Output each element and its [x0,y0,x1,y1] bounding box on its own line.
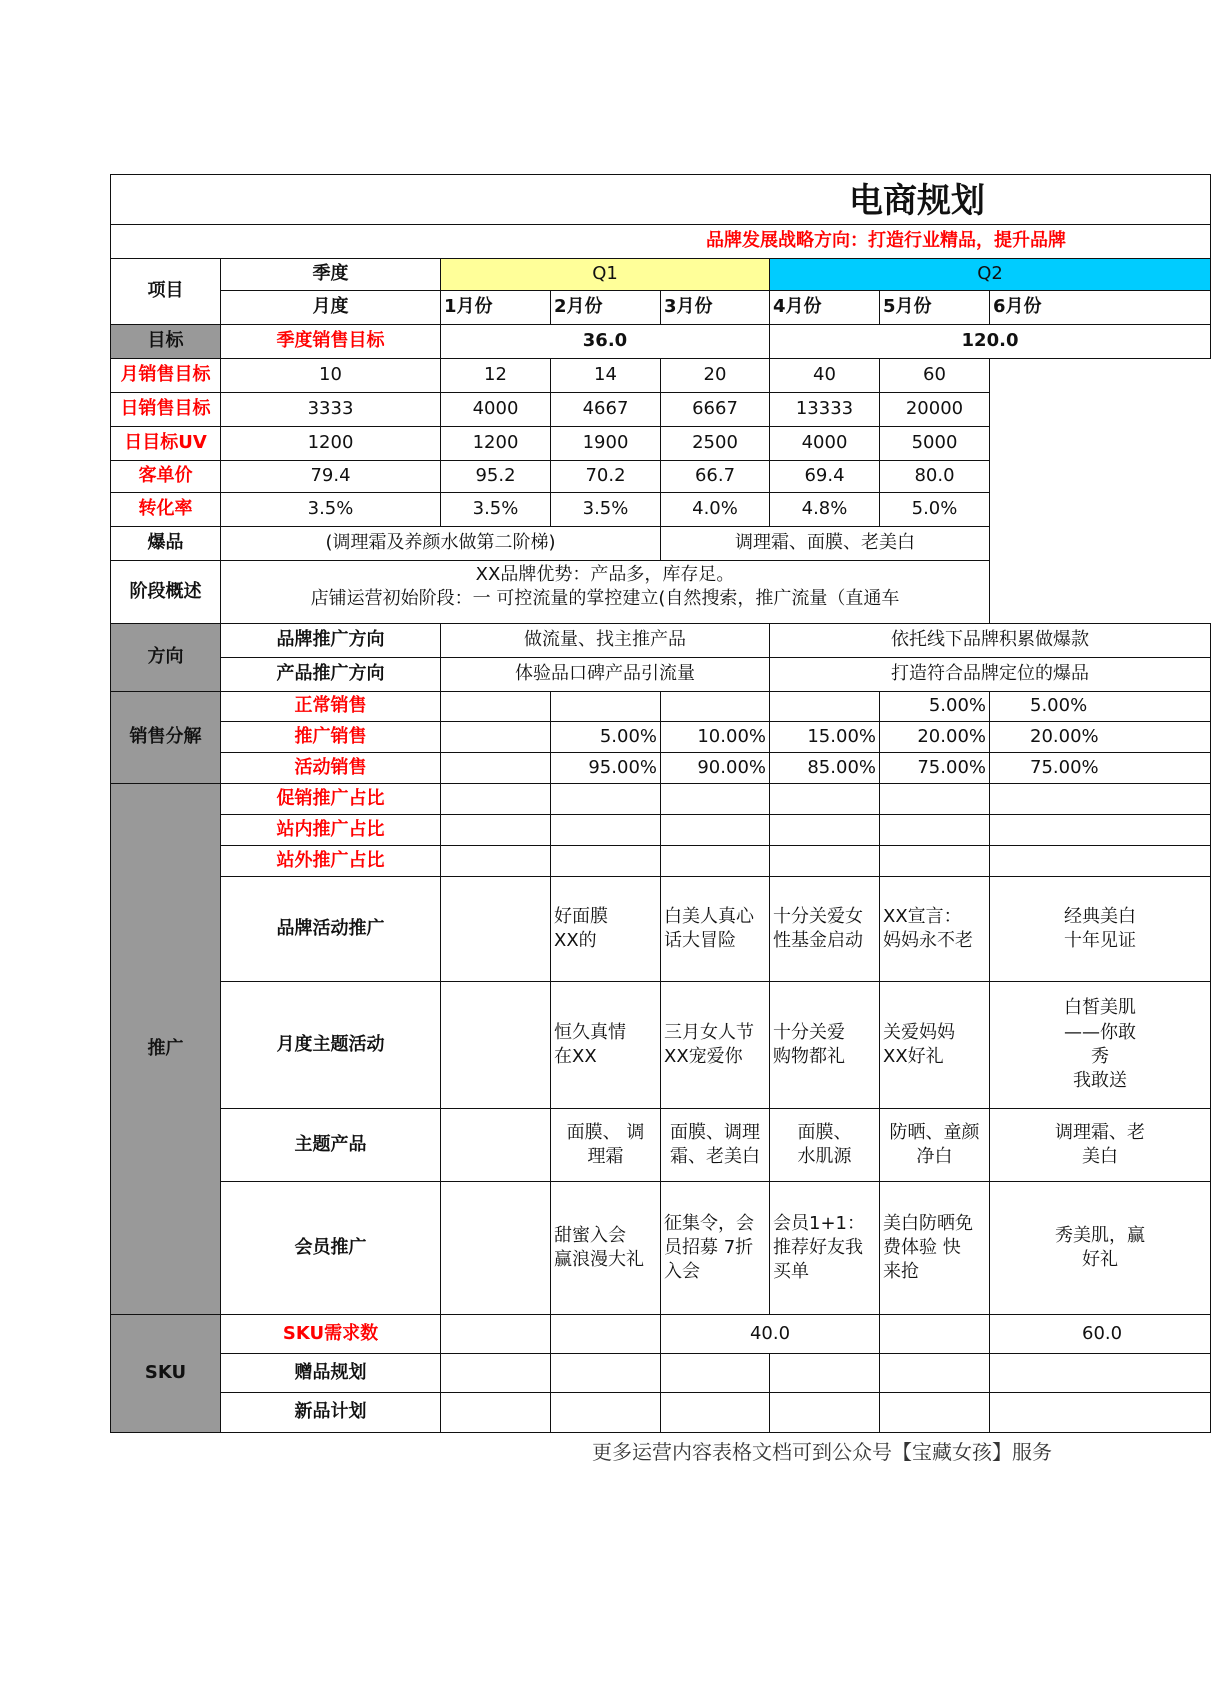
promo-ratio-cell[interactable] [770,846,880,877]
promo-ratio-cell[interactable] [441,846,551,877]
month-header[interactable]: 月度 [221,291,441,325]
section-direction[interactable]: 方向 [111,624,221,692]
brand-direction-label[interactable]: 品牌推广方向 [221,624,441,658]
month-5[interactable]: 5月份 [880,291,990,325]
target-cell[interactable]: 10 [221,359,441,393]
target-row-label[interactable]: 日目标UV [111,427,221,461]
sales-cell[interactable] [441,722,551,753]
section-sales[interactable]: 销售分解 [111,692,221,784]
stage-line-1: XX品牌优势：产品多，库存足。 [475,564,735,585]
month-3[interactable]: 3月份 [661,291,770,325]
sales-cell[interactable]: 75.00% [990,753,1211,784]
promo-ratio-cell[interactable] [441,815,551,846]
theme-product-cell[interactable]: 面膜、 调 理霜 [551,1109,661,1182]
hot-q2[interactable]: 调理霜、面膜、老美白 [661,527,990,561]
target-cell[interactable]: 1200 [441,427,551,461]
new-cell[interactable] [551,1393,661,1433]
sales-cell[interactable]: 15.00% [770,722,880,753]
gift-cell[interactable] [551,1354,661,1393]
theme-product-cell[interactable]: 调理霜、老 美白 [990,1109,1211,1182]
gift-cell[interactable] [661,1354,770,1393]
target-cell[interactable]: 79.4 [221,461,441,493]
target-cell[interactable]: 66.7 [661,461,770,493]
target-cell[interactable]: 3.5% [441,493,551,527]
promo-ratio-cell[interactable] [770,784,880,815]
q2-goal[interactable]: 120.0 [770,325,1211,359]
theme-product-cell[interactable] [441,1109,551,1182]
sales-row-label[interactable]: 正常销售 [221,692,441,722]
promo-ratio-label[interactable]: 站内推广占比 [221,815,441,846]
promo-ratio-cell[interactable] [661,846,770,877]
monthly-theme-cell[interactable]: 十分关爱 购物都礼 [770,982,880,1109]
page-title: 电商规划 [849,181,985,221]
brand-activity-cell[interactable]: 经典美白 十年见证 [990,877,1211,982]
target-cell[interactable]: 4.0% [661,493,770,527]
sales-cell[interactable]: 20.00% [990,722,1211,753]
target-cell[interactable]: 12 [441,359,551,393]
item-header[interactable]: 项目 [111,259,221,325]
plan-table [110,174,1211,1433]
sales-cell[interactable]: 5.00% [880,692,990,722]
target-cell[interactable]: 95.2 [441,461,551,493]
member-cell[interactable]: 甜蜜入会 赢浪漫大礼 [551,1182,661,1315]
stage-summary[interactable] [221,561,990,624]
target-row-label[interactable]: 转化率 [111,493,221,527]
subtitle-cell[interactable] [111,225,1211,259]
target-cell[interactable]: 3.5% [221,493,441,527]
new-cell[interactable] [880,1393,990,1433]
promo-ratio-cell[interactable] [661,784,770,815]
sales-row-label[interactable]: 活动销售 [221,753,441,784]
promo-ratio-cell[interactable] [990,846,1211,877]
target-cell[interactable]: 2500 [661,427,770,461]
promo-ratio-cell[interactable] [551,784,661,815]
promo-ratio-cell[interactable] [441,784,551,815]
promo-ratio-cell[interactable] [770,815,880,846]
section-target[interactable]: 目标 [111,325,221,359]
target-cell[interactable]: 60 [880,359,990,393]
new-product-label[interactable]: 新品计划 [221,1393,441,1433]
monthly-theme-cell[interactable]: 三月女人节 XX宠爱你 [661,982,770,1109]
target-cell[interactable]: 4.8% [770,493,880,527]
month-2[interactable]: 2月份 [551,291,661,325]
sku-mar-apr[interactable]: 40.0 [661,1315,880,1354]
new-cell[interactable] [770,1393,880,1433]
product-direction-label[interactable]: 产品推广方向 [221,658,441,692]
member-cell[interactable]: 征集令，会 员招募 7折 入会 [661,1182,770,1315]
hot-label[interactable]: 爆品 [111,527,221,561]
section-sku[interactable]: SKU [111,1315,221,1433]
new-cell[interactable] [441,1393,551,1433]
brand-activity-cell[interactable]: XX宣言： 妈妈永不老 [880,877,990,982]
sales-cell[interactable]: 95.00% [551,753,661,784]
new-cell[interactable] [661,1393,770,1433]
promo-ratio-cell[interactable] [880,784,990,815]
target-cell[interactable]: 20 [661,359,770,393]
brand-direction-q2[interactable]: 依托线下品牌积累做爆款 [770,624,1211,658]
section-promo[interactable]: 推广 [111,784,221,1315]
target-cell[interactable]: 40 [770,359,880,393]
promo-ratio-cell[interactable] [990,815,1211,846]
monthly-theme-cell[interactable]: 恒久真情 在XX [551,982,661,1109]
member-cell[interactable]: 美白防晒免 费体验 快 来抢 [880,1182,990,1315]
promo-ratio-label[interactable]: 促销推广占比 [221,784,441,815]
monthly-theme-cell[interactable]: 白皙美肌 ——你敢 秀 我敢送 [990,982,1211,1109]
spreadsheet [110,174,1145,1433]
q2-header[interactable]: Q2 [770,259,1211,291]
month-1[interactable]: 1月份 [441,291,551,325]
sales-cell[interactable]: 75.00% [880,753,990,784]
member-cell[interactable]: 会员1+1： 推荐好友我 买单 [770,1182,880,1315]
theme-product-cell[interactable]: 面膜、 水肌源 [770,1109,880,1182]
promo-ratio-cell[interactable] [551,846,661,877]
target-cell[interactable]: 1200 [221,427,441,461]
sales-cell[interactable]: 10.00% [661,722,770,753]
sales-row-label[interactable]: 推广销售 [221,722,441,753]
promo-ratio-cell[interactable] [551,815,661,846]
sales-cell[interactable]: 90.00% [661,753,770,784]
target-row-label[interactable]: 客单价 [111,461,221,493]
target-row-label[interactable]: 月销售目标 [111,359,221,393]
gift-cell[interactable] [770,1354,880,1393]
gift-plan-label[interactable]: 赠品规划 [221,1354,441,1393]
sku-demand-label[interactable]: SKU需求数 [221,1315,441,1354]
subtitle: 品牌发展战略方向：打造行业精品，提升品牌 [706,230,1066,251]
member-cell[interactable] [441,1182,551,1315]
gift-cell[interactable] [880,1354,990,1393]
target-cell[interactable]: 14 [551,359,661,393]
q1-goal[interactable]: 36.0 [441,325,770,359]
promo-ratio-cell[interactable] [661,815,770,846]
theme-product-cell[interactable]: 防晒、童颜 净白 [880,1109,990,1182]
month-6[interactable]: 6月份 [990,291,1211,325]
target-cell[interactable]: 20000 [880,393,990,427]
monthly-theme-cell[interactable]: 关爱妈妈 XX好礼 [880,982,990,1109]
gift-cell[interactable] [441,1354,551,1393]
target-cell[interactable]: 80.0 [880,461,990,493]
brand-activity-cell[interactable]: 白美人真心 话大冒险 [661,877,770,982]
brand-activity-cell[interactable]: 十分关爱女 性基金启动 [770,877,880,982]
brand-activity-label[interactable]: 品牌活动推广 [221,877,441,982]
q1-header[interactable]: Q1 [441,259,770,291]
target-cell[interactable]: 6667 [661,393,770,427]
target-cell[interactable]: 3.5% [551,493,661,527]
target-cell[interactable]: 5000 [880,427,990,461]
member-cell[interactable]: 秀美肌，赢 好礼 [990,1182,1211,1315]
promo-ratio-cell[interactable] [880,846,990,877]
quarter-goal-label[interactable]: 季度销售目标 [221,325,441,359]
promo-ratio-cell[interactable] [880,815,990,846]
target-cell[interactable]: 70.2 [551,461,661,493]
target-cell[interactable]: 5.0% [880,493,990,527]
new-cell[interactable] [990,1393,1211,1433]
brand-activity-cell[interactable] [441,877,551,982]
stage-line-2: 店铺运营初始阶段：一 可控流量的掌控建立(自然搜索，推广流量（直通车 [310,588,900,610]
stage-label[interactable]: 阶段概述 [111,561,221,624]
sku-feb[interactable] [551,1315,661,1354]
brand-activity-cell[interactable]: 好面膜 XX的 [551,877,661,982]
target-row-label[interactable]: 日销售目标 [111,393,221,427]
product-direction-q1[interactable]: 体验品口碑产品引流量 [441,658,770,692]
target-cell[interactable]: 4000 [441,393,551,427]
sales-cell[interactable] [770,692,880,722]
sales-cell[interactable] [551,692,661,722]
sales-cell[interactable]: 5.00% [990,692,1211,722]
sku-may[interactable] [880,1315,990,1354]
promo-ratio-cell[interactable] [990,784,1211,815]
quarter-header[interactable]: 季度 [221,259,441,291]
target-cell[interactable]: 69.4 [770,461,880,493]
theme-product-label[interactable]: 主题产品 [221,1109,441,1182]
target-cell[interactable]: 4667 [551,393,661,427]
target-cell[interactable]: 13333 [770,393,880,427]
sales-cell[interactable] [661,692,770,722]
hot-q1[interactable]: (调理霜及养颜水做第二阶梯) [221,527,661,561]
target-cell[interactable]: 3333 [221,393,441,427]
member-label[interactable]: 会员推广 [221,1182,441,1315]
sales-cell[interactable]: 20.00% [880,722,990,753]
theme-product-cell[interactable]: 面膜、调理 霜、老美白 [661,1109,770,1182]
sales-cell[interactable] [441,692,551,722]
monthly-theme-cell[interactable] [441,982,551,1109]
brand-direction-q1[interactable]: 做流量、找主推产品 [441,624,770,658]
month-4[interactable]: 4月份 [770,291,880,325]
monthly-theme-label[interactable]: 月度主题活动 [221,982,441,1109]
gift-cell[interactable] [990,1354,1211,1393]
target-cell[interactable]: 4000 [770,427,880,461]
footer-note: 更多运营内容表格文档可到公众号【宝藏女孩】服务 [592,1440,1052,1464]
sales-cell[interactable]: 85.00% [770,753,880,784]
sales-cell[interactable]: 5.00% [551,722,661,753]
title-cell[interactable] [111,175,1211,225]
sku-jan[interactable] [441,1315,551,1354]
sku-jun[interactable]: 60.0 [990,1315,1211,1354]
promo-ratio-label[interactable]: 站外推广占比 [221,846,441,877]
sales-cell[interactable] [441,753,551,784]
product-direction-q2[interactable]: 打造符合品牌定位的爆品 [770,658,1211,692]
target-cell[interactable]: 1900 [551,427,661,461]
